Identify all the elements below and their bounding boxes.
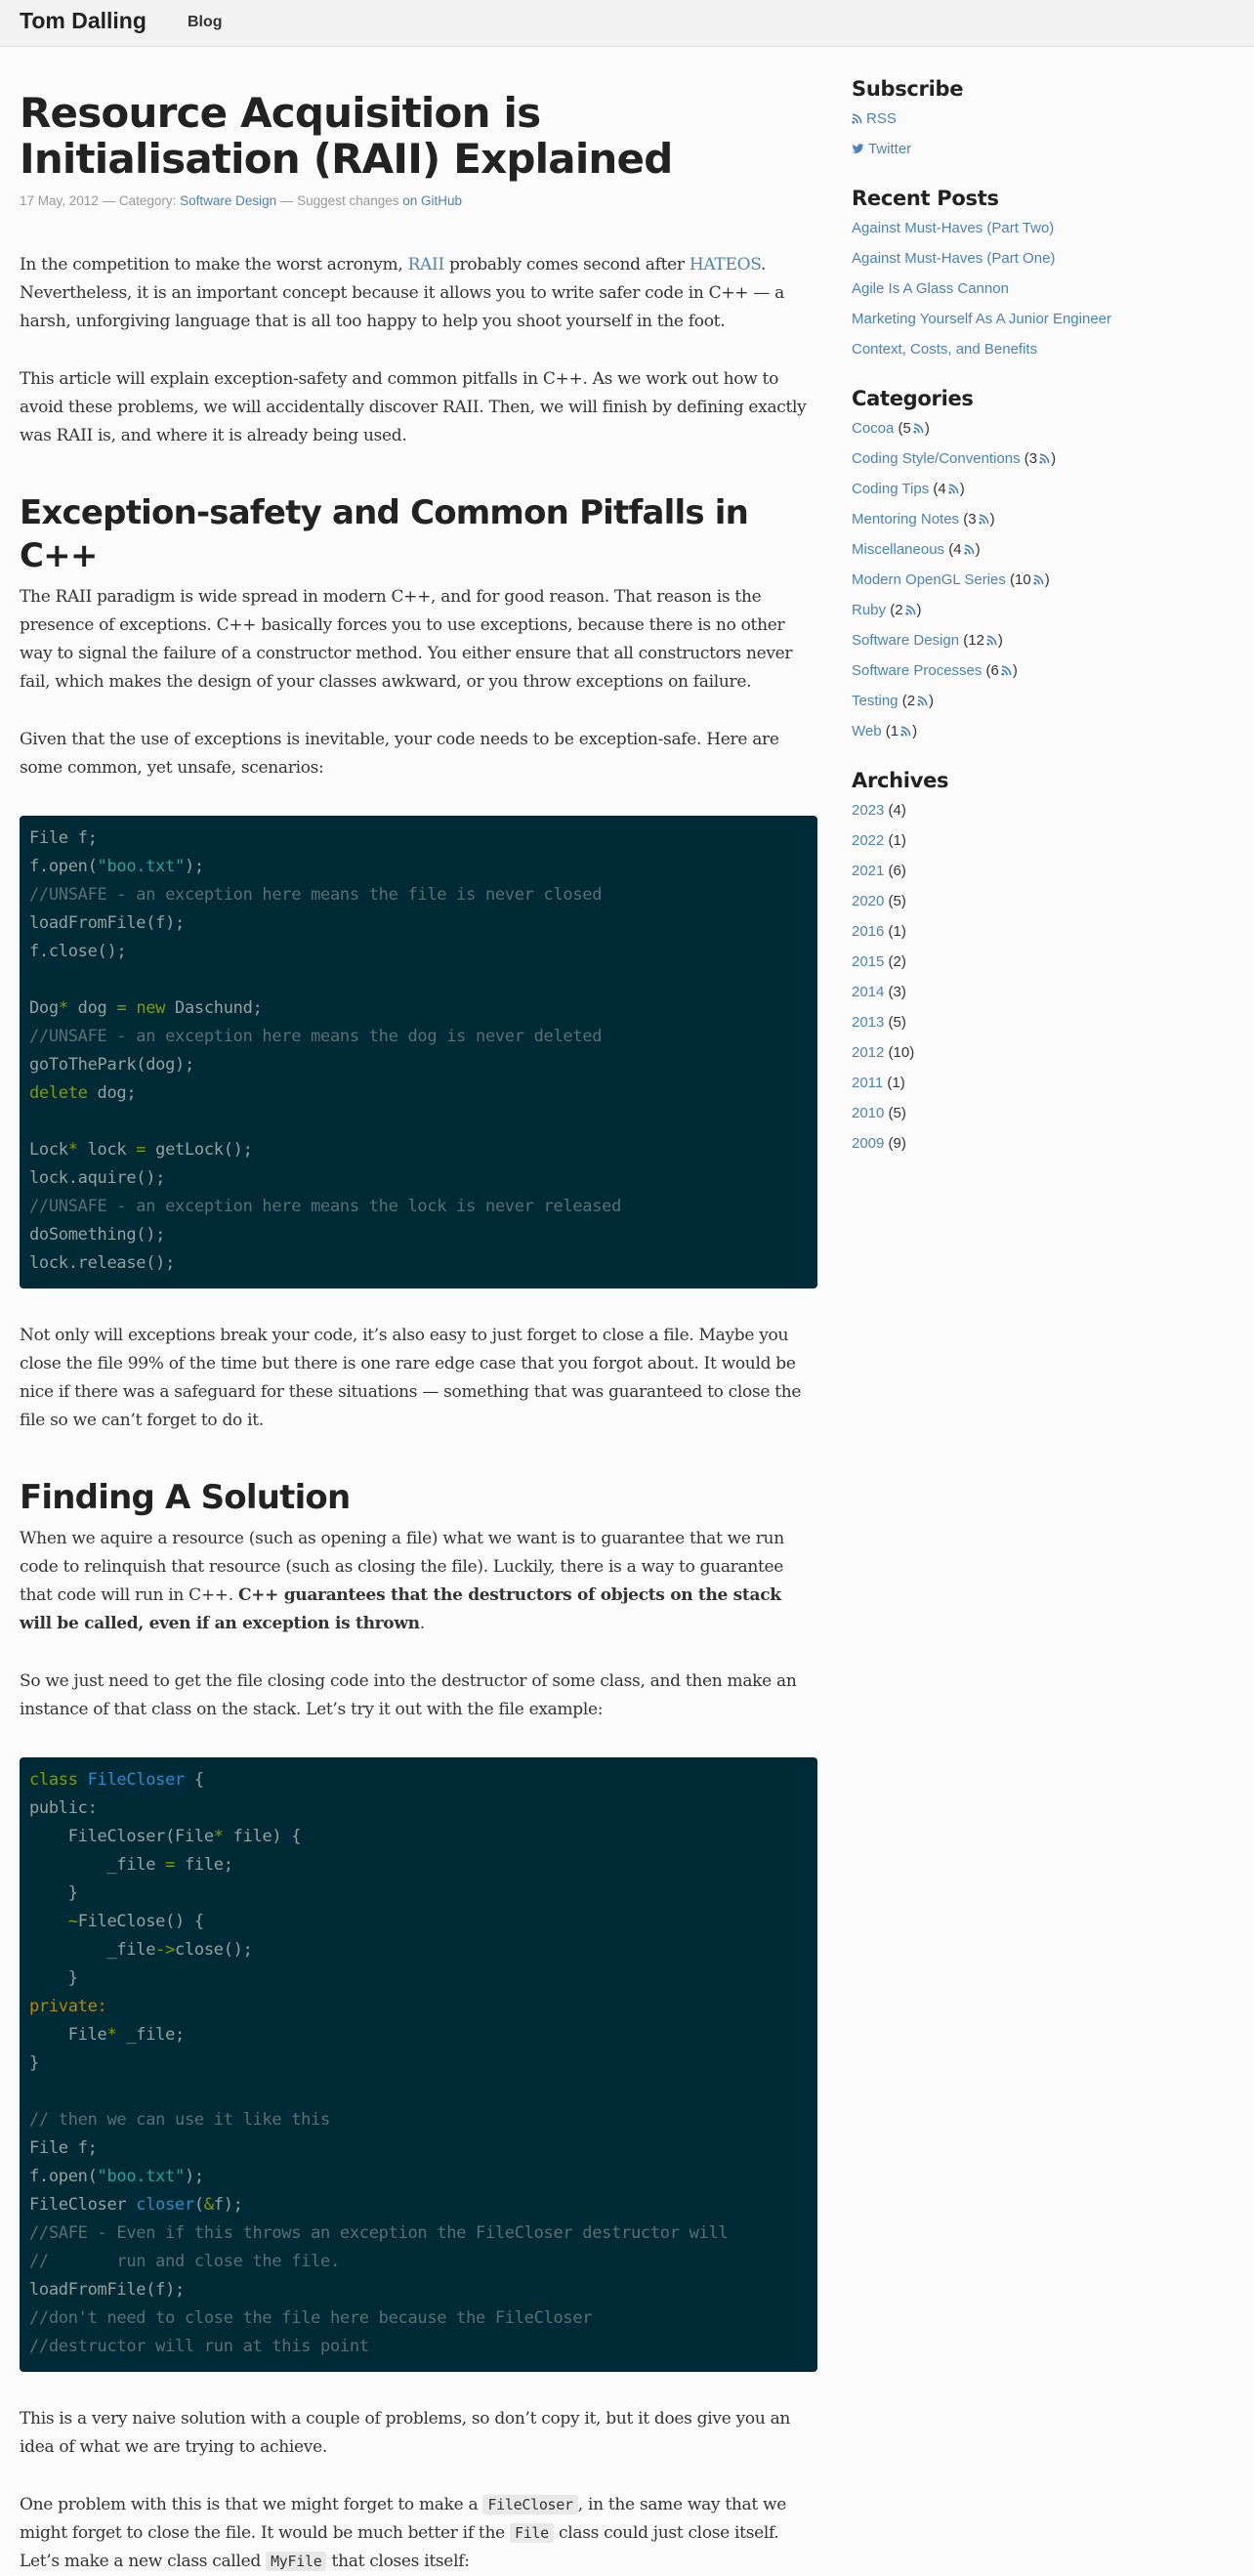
archives-list [852, 795, 1223, 1159]
code-line: //UNSAFE - an exception here means the dog is never deleted [29, 1027, 603, 1046]
post-date: 17 May, 2012 [20, 193, 99, 208]
archive-item [852, 1007, 1223, 1037]
category-item: Coding Style/Conventions (3 ) [852, 450, 1057, 467]
category-link[interactable]: Ruby [852, 602, 887, 618]
category-item: Miscellaneous (4 ) [852, 541, 981, 558]
code-line: Dog* dog = new Daschund; [29, 998, 263, 1018]
archive-year-link[interactable]: 2023 [852, 802, 885, 819]
code-block-filecloser [20, 1757, 817, 2372]
text-span: , in the same way that we might forget to close the file. It would be much better if the [20, 2495, 786, 2543]
category-count: (2 [886, 602, 903, 618]
meta-separator: — Category: [98, 193, 181, 208]
rss-icon[interactable] [913, 423, 924, 434]
category-count: (3 [1020, 450, 1038, 467]
text-span: . [419, 1614, 425, 1633]
code-line: public: [29, 1798, 98, 1818]
paragraph: Given that the use of exceptions is inevitable, your code needs to be exception-safe. Here are some common, yet unsafe, scenarios: [20, 730, 779, 778]
rss-icon[interactable] [1033, 574, 1044, 585]
recent-post-link[interactable]: Against Must-Haves (Part One) [852, 250, 1056, 267]
code-line: // run and close the file. [29, 2252, 340, 2271]
archive-year-link[interactable]: 2009 [852, 1135, 885, 1152]
sidebar [852, 74, 1223, 1159]
rss-icon[interactable] [1001, 665, 1012, 676]
category-item: Software Processes (6 ) [852, 662, 1018, 679]
bold-statement: C++ guarantees that the destructors of objects on the stack will be called, even if an exception is thrown [20, 1585, 781, 1633]
paragraph: So we just need to get the file closing code into the destructor of some class, and then make an instance of that class on the stack. Let’s try it out with the file example: [20, 1671, 797, 1719]
recent-post-link[interactable]: Context, Costs, and Benefits [852, 341, 1038, 358]
list-item [852, 104, 1223, 134]
recent-post-item [852, 213, 1223, 243]
recent-post-item [852, 274, 1223, 304]
code-line: _file = file; [29, 1855, 233, 1875]
archive-item [852, 795, 1223, 825]
category-item: Modern OpenGL Series (10 ) [852, 571, 1050, 588]
twitter-icon [852, 144, 864, 154]
text-span: When we aquire a resource (such as opening a file) what we want is to guarantee that we run code to relinquish that resource (such as closing the file). Luckily, there is a way to guarantee that code will run in C++. [20, 1529, 784, 1605]
text-span: One problem with this is that we might forget to make a [20, 2495, 483, 2514]
archive-year-link[interactable]: 2010 [852, 1105, 885, 1121]
text-span: class could just close itself. Let’s make a new class called [20, 2523, 779, 2571]
code-line: delete dog; [29, 1083, 137, 1103]
code-line: FileCloser(File* file) { [29, 1827, 302, 1846]
archive-year-link[interactable]: 2014 [852, 984, 885, 1000]
subscribe-list [852, 104, 1223, 164]
paragraph [20, 2491, 817, 2576]
archive-count: (9) [884, 1135, 906, 1152]
archive-count: (6) [884, 863, 906, 879]
category-count: (12 [959, 632, 984, 649]
twitter-label: Twitter [868, 141, 912, 157]
list-item [852, 134, 1223, 164]
category-count: (1 [881, 723, 899, 739]
archive-count: (1) [884, 923, 906, 940]
archive-item [852, 1068, 1223, 1098]
code-line: Lock* lock = getLock(); [29, 1140, 253, 1160]
paragraph: This is a very naive solution with a couple of problems, so don’t copy it, but it does give you an idea of what we are trying to achieve. [20, 2409, 791, 2457]
category-link[interactable]: Miscellaneous [852, 541, 945, 558]
archive-count: (5) [884, 1105, 906, 1121]
category-link[interactable]: Coding Style/Conventions [852, 450, 1021, 467]
text-span: probably comes second after [443, 255, 690, 274]
code-line: ~FileClose() { [67, 1912, 204, 1931]
archive-year-link[interactable]: 2021 [852, 863, 885, 879]
archive-item [852, 856, 1223, 886]
archive-item [852, 977, 1223, 1007]
recent-post-item [852, 304, 1223, 334]
section-heading-finding-solution: Finding A Solution [20, 1478, 351, 1517]
archive-count: (10) [884, 1044, 915, 1061]
code-line: //UNSAFE - an exception here means the file is never closed [29, 885, 603, 905]
archive-item [852, 1037, 1223, 1068]
text-span: In the competition to make the worst acronym, [20, 255, 408, 274]
categories-list [852, 413, 1223, 746]
rss-link[interactable] [852, 110, 897, 127]
category-count: (4 [944, 541, 962, 558]
inline-code: File [510, 2523, 554, 2543]
hateos-link[interactable]: HATEOS [689, 255, 761, 274]
category-link[interactable]: Software Processes [852, 662, 982, 679]
code-line: File f; [29, 828, 98, 848]
category-link[interactable]: Software Design [852, 632, 960, 649]
code-line: //don't need to close the file here because the FileCloser [29, 2308, 593, 2328]
section-heading-exception-safety: Exception-safety and Common Pitfalls in C++ [20, 493, 749, 575]
archive-year-link[interactable]: 2022 [852, 832, 885, 849]
category-item: Web (1 ) [852, 723, 918, 739]
code-line: // then we can use it like this [29, 2110, 330, 2130]
recent-post-link[interactable]: Agile Is A Glass Cannon [852, 280, 1009, 297]
archive-year-link[interactable]: 2020 [852, 893, 885, 909]
code-line [29, 2078, 808, 2106]
code-line [29, 966, 808, 994]
site-brand-link[interactable]: Tom Dalling [20, 8, 146, 33]
code-line: goToThePark(dog); [29, 1055, 194, 1075]
category-count: (6 [982, 662, 999, 679]
code-line: //UNSAFE - an exception here means the lock is never released [29, 1197, 622, 1216]
archive-item [852, 825, 1223, 856]
rss-label: RSS [866, 110, 897, 127]
category-link[interactable]: Web [852, 723, 882, 739]
archive-count: (5) [884, 1014, 906, 1031]
archive-year-link[interactable]: 2015 [852, 953, 885, 970]
archive-item [852, 886, 1223, 916]
rss-icon[interactable] [917, 696, 928, 706]
rss-icon [852, 113, 862, 124]
archive-count: (5) [884, 893, 906, 909]
recent-post-item [852, 243, 1223, 274]
code-line: f.open("boo.txt"); [29, 857, 204, 876]
recent-post-link[interactable]: Marketing Yourself As A Junior Engineer [852, 311, 1112, 327]
recent-post-item [852, 334, 1223, 364]
code-line [29, 1108, 808, 1136]
code-line: File* _file; [29, 2025, 185, 2045]
sidebar-heading-recent-posts: Recent Posts [852, 187, 999, 210]
code-line: } [29, 2053, 39, 2073]
archive-year-link[interactable]: 2016 [852, 923, 885, 940]
category-link[interactable]: Software Design [180, 193, 277, 208]
raii-link[interactable]: RAII [407, 255, 444, 274]
code-line: //destructor will run at this point [29, 2337, 369, 2356]
article [20, 90, 817, 2576]
meta-separator: — Suggest changes [276, 193, 403, 208]
code-line: f.open("boo.txt"); [29, 2167, 204, 2186]
rss-icon[interactable] [979, 514, 989, 525]
category-count: (5 [894, 420, 911, 437]
rss-icon[interactable] [905, 605, 916, 615]
intro-paragraph-2: This article will explain exception-safety and common pitfalls in C++. As we work out how to avoid these problems, we will accidentally discover RAII. Then, we will finish by defining exactly was RAII is, and where it is already being used. [20, 369, 807, 445]
top-navigation-bar [0, 0, 1254, 47]
code-line: FileCloser closer(&f); [29, 2195, 243, 2215]
nav-link-blog[interactable]: Blog [188, 14, 223, 30]
code-line: lock.release(); [29, 1253, 176, 1273]
recent-posts-list [852, 213, 1223, 364]
github-link[interactable]: on GitHub [402, 193, 463, 208]
code-line: loadFromFile(f); [29, 2280, 185, 2300]
paragraph: The RAII paradigm is wide spread in modern C++, and for good reason. That reason is the presence of exceptions. C++ basically forces you to use exceptions, because there is no other way to signal the failure of a constructor method. You either ensure that all constructors never fail, which makes the design of your classes awkward, or you throw exceptions on failure. [20, 587, 793, 692]
category-link[interactable]: Testing [852, 693, 899, 709]
intro-paragraph-1 [20, 251, 817, 336]
code-line: class FileCloser { [29, 1770, 204, 1790]
archive-year-link[interactable]: 2012 [852, 1044, 885, 1061]
code-line: lock.aquire(); [29, 1168, 166, 1188]
post-meta [20, 193, 817, 208]
inline-code: MyFile [266, 2552, 326, 2571]
archive-count: (1) [884, 832, 906, 849]
text-span: . Nevertheless, it is an important concept because it allows you to write safer code in C++ — a harsh, unforgiving language that is all too happy to help you shoot yourself in the foot. [20, 255, 784, 331]
category-item: Testing (2 ) [852, 693, 935, 709]
sidebar-heading-subscribe: Subscribe [852, 77, 964, 101]
code-line: } [29, 1883, 78, 1903]
sidebar-heading-archives: Archives [852, 769, 949, 792]
code-line: File f; [29, 2138, 98, 2158]
category-item: Coding Tips (4 ) [852, 481, 965, 497]
post-title: Resource Acquisition is Initialisation (RAII) Explained [20, 89, 673, 183]
archive-year-link[interactable]: 2011 [852, 1075, 884, 1091]
category-link[interactable]: Mentoring Notes [852, 511, 960, 528]
code-line: } [29, 1968, 78, 1988]
archive-item [852, 947, 1223, 977]
category-item: Software Design (12 ) [852, 632, 1003, 649]
category-item: Cocoa (5 ) [852, 420, 930, 437]
category-count: (2 [898, 693, 916, 709]
rss-icon[interactable] [964, 544, 975, 555]
rss-icon[interactable] [1039, 453, 1050, 464]
category-count: (4 [929, 481, 946, 497]
text-span: that closes itself: [326, 2552, 470, 2571]
category-count: (3 [959, 511, 977, 528]
archive-item [852, 1128, 1223, 1159]
category-link[interactable]: Cocoa [852, 420, 895, 437]
code-line: doSomething(); [29, 1225, 166, 1245]
category-link[interactable]: Coding Tips [852, 481, 930, 497]
archive-item [852, 916, 1223, 947]
sidebar-heading-categories: Categories [852, 387, 974, 410]
rss-icon[interactable] [948, 484, 959, 494]
archive-count: (4) [884, 802, 906, 819]
archive-count: (2) [884, 953, 906, 970]
archive-count: (3) [884, 984, 906, 1000]
rss-icon[interactable] [900, 726, 911, 737]
code-line: //SAFE - Even if this throws an exception the FileCloser destructor will [29, 2223, 729, 2243]
category-item: Mentoring Notes (3 ) [852, 511, 995, 528]
paragraph: Not only will exceptions break your code, it’s also easy to just forget to close a file. Maybe you close the file 99% of the time but there is one rare edge case that you forgot about. It would be nice if there was a safeguard for these situations — something that was guaranteed to close the file so we can’t forget to do it. [20, 1326, 802, 1430]
category-item: Ruby (2 ) [852, 602, 922, 618]
archive-year-link[interactable]: 2013 [852, 1014, 885, 1031]
category-count: (10 [1005, 571, 1031, 588]
code-block-unsafe [20, 816, 817, 1288]
twitter-link[interactable] [852, 141, 911, 157]
archive-count: (1) [883, 1075, 905, 1091]
recent-post-link[interactable]: Against Must-Haves (Part Two) [852, 220, 1055, 236]
code-line: private: [29, 1997, 107, 2016]
inline-code: FileCloser [482, 2495, 577, 2514]
category-link[interactable]: Modern OpenGL Series [852, 571, 1006, 588]
code-line: _file->close(); [29, 1940, 253, 1960]
code-line: f.close(); [29, 942, 127, 961]
code-line: loadFromFile(f); [29, 913, 185, 933]
paragraph [20, 1525, 817, 1638]
rss-icon[interactable] [986, 635, 997, 646]
archive-item [852, 1098, 1223, 1128]
